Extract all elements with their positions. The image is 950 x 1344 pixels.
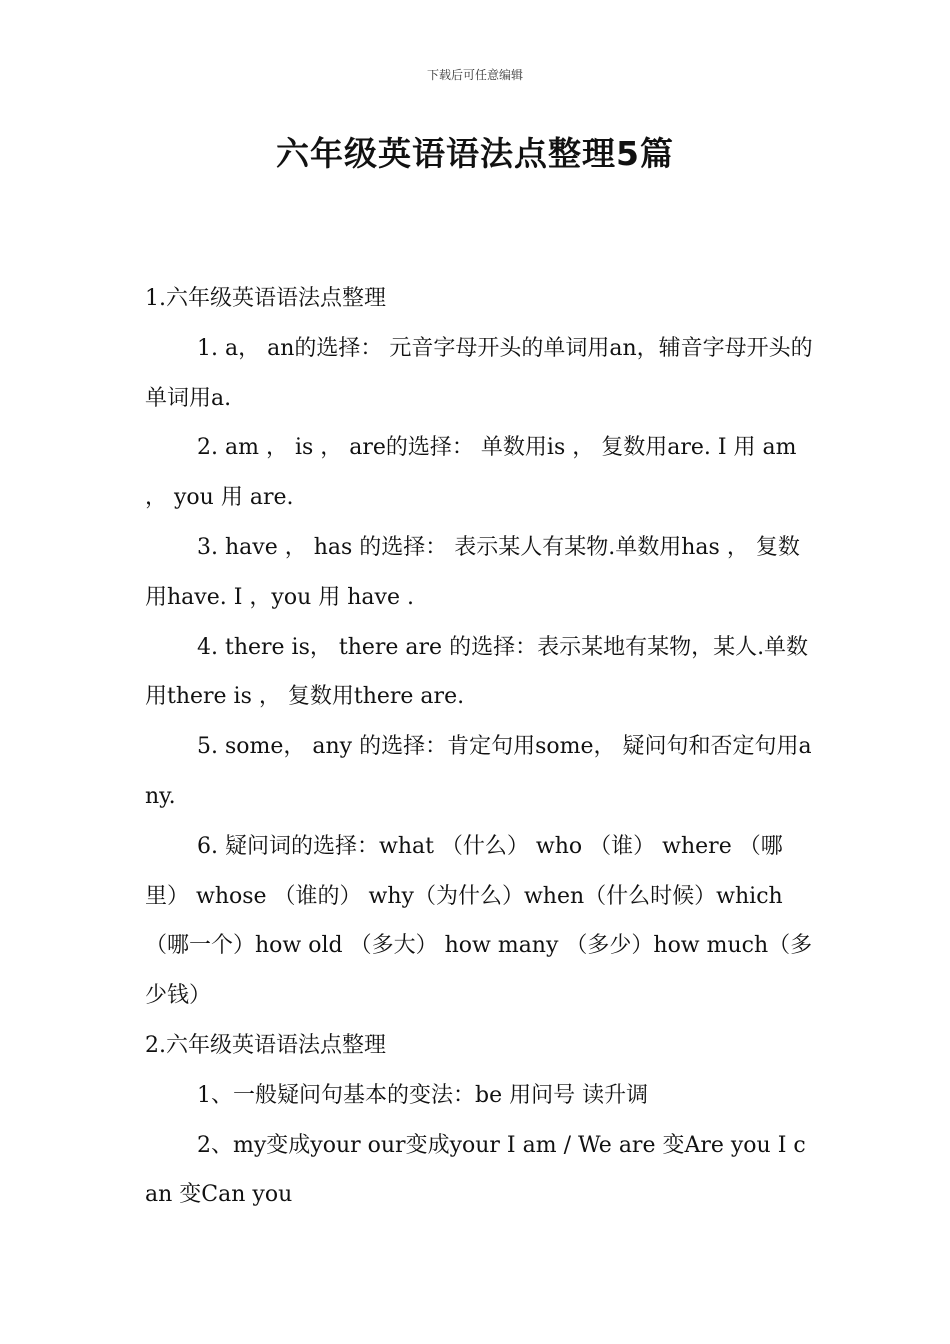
section-heading: 2.六年级英语语法点整理	[145, 1032, 386, 1058]
grammar-point: 1. a， an的选择： 元音字母开头的单词用an，辅音字母开头的单词用a.	[145, 335, 813, 411]
grammar-point: 1、一般疑问句基本的变法：be 用问号 读升调	[197, 1082, 649, 1108]
grammar-point: 2、my变成your our变成your I am / We are 变Are you I can 变Can you	[145, 1132, 806, 1208]
grammar-point: 2. am ， is ， are的选择： 单数用is ， 复数用are. I 用 am ， you 用 are.	[145, 435, 804, 511]
document-body	[145, 274, 813, 1220]
header-note: 下载后可任意编辑	[426, 68, 523, 82]
section-heading: 1.六年级英语语法点整理	[145, 286, 386, 311]
grammar-point: 3. have ， has 的选择： 表示某人有某物.单数用has ， 复数用have. I ，you 用 have .	[145, 534, 800, 610]
grammar-point: 4. there is， there are 的选择：表示某地有某物，某人.单数用there is ， 复数用there are.	[145, 634, 809, 710]
grammar-point: 5. some， any 的选择：肯定句用some， 疑问句和否定句用any.	[145, 734, 812, 809]
document-title: 六年级英语语法点整理5篇	[276, 134, 674, 173]
grammar-point: 6. 疑问词的选择：what （什么） who （谁） where （哪里） whose （谁的） why（为什么）when（什么时候）which（哪一个）how old （多大） how many （多少）how much（多少钱）	[145, 833, 813, 1009]
